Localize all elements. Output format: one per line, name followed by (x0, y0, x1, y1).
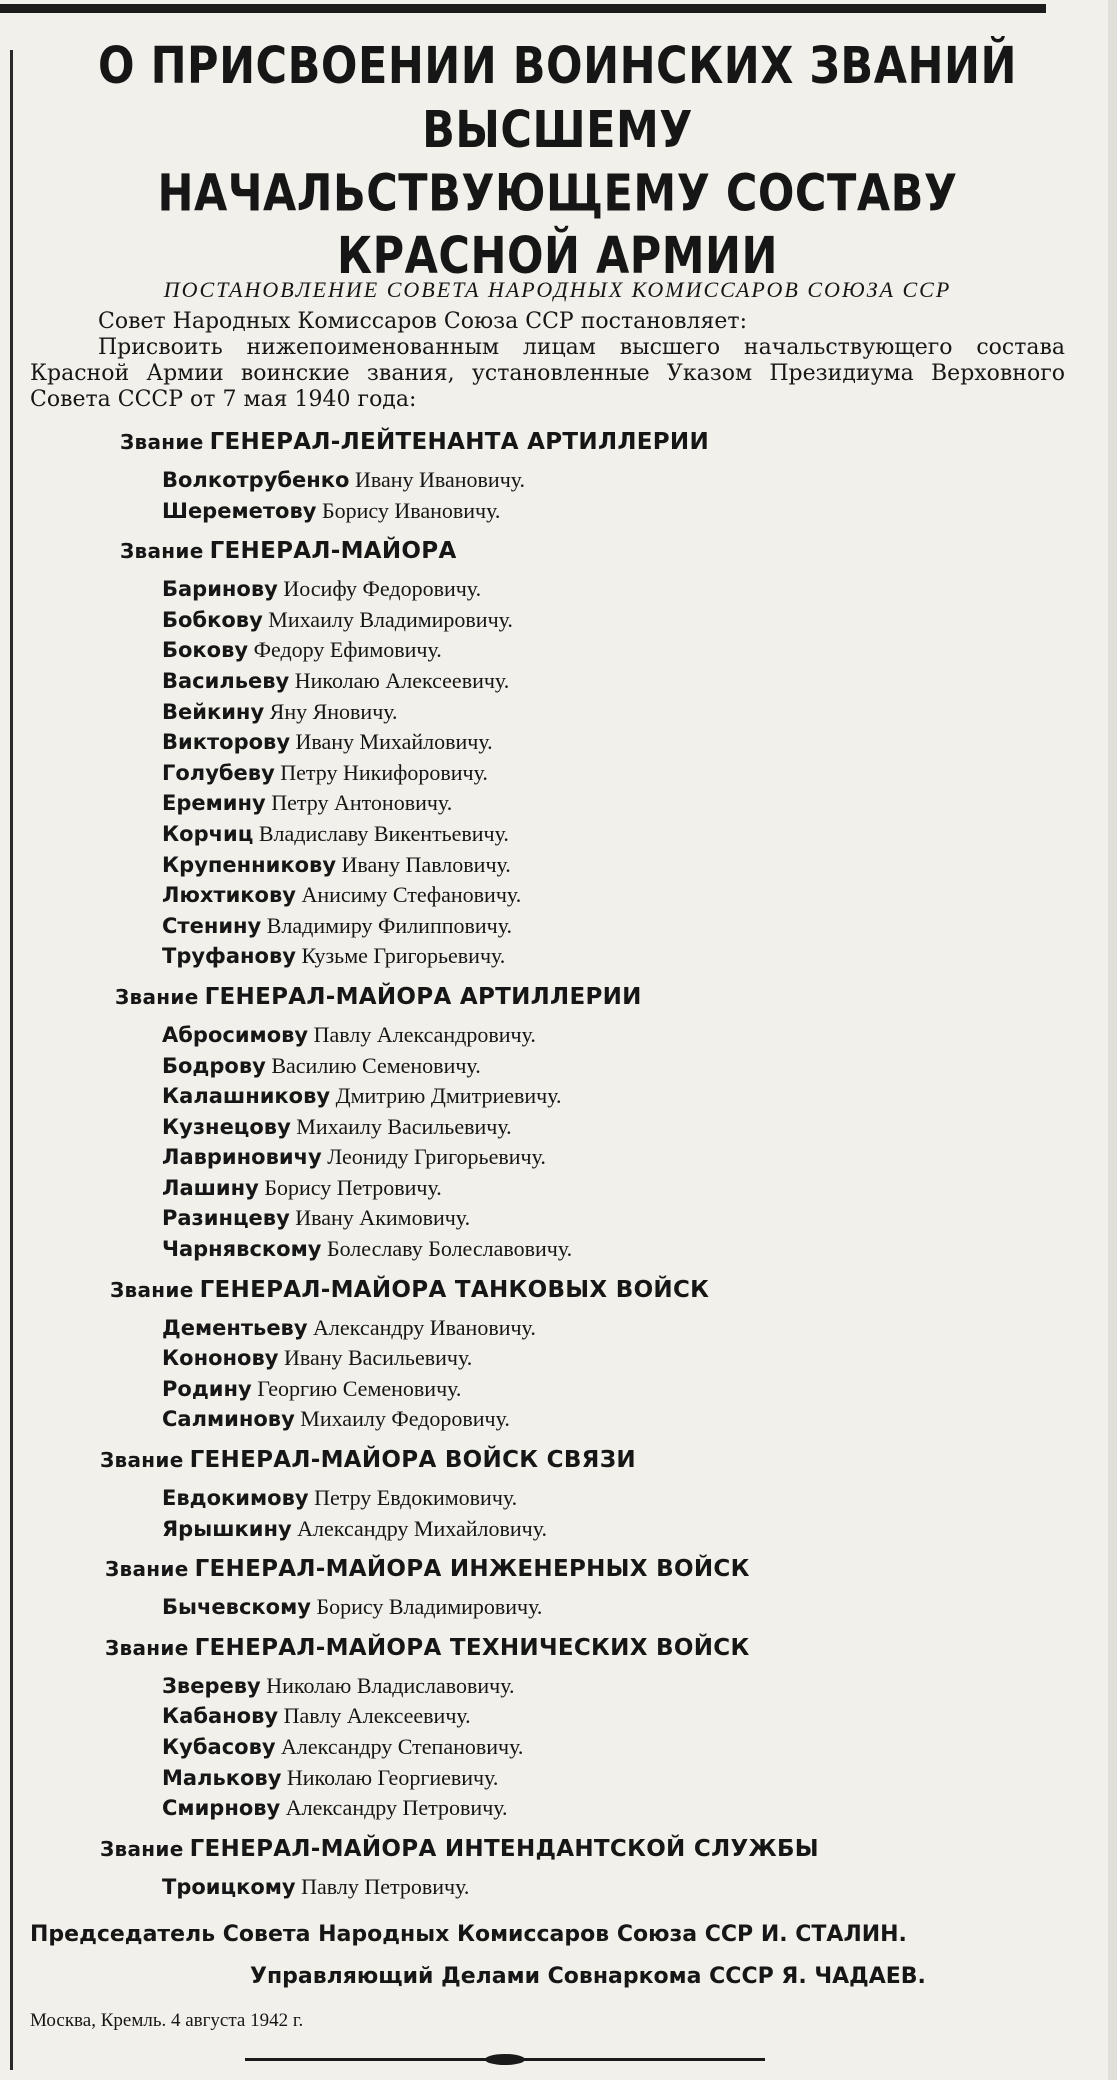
name-list (30, 1313, 1065, 1435)
list-item (30, 1592, 1065, 1623)
given-names: Петру Евдокимовичу. (314, 1485, 518, 1511)
name-list (30, 1872, 1065, 1903)
list-item (30, 788, 1065, 819)
given-names: Ивану Васильевичу. (283, 1345, 473, 1371)
surname: Евдокимову (162, 1486, 309, 1511)
headline (30, 36, 1065, 290)
given-names: Петру Никифоровичу. (280, 759, 488, 785)
surname: Кононову (162, 1346, 279, 1371)
list-item (30, 1514, 1065, 1545)
name-list (30, 1483, 1065, 1544)
surname: Дементьеву (162, 1315, 308, 1340)
given-names: Леониду Григорьевичу. (327, 1144, 546, 1170)
list-item (30, 465, 1065, 496)
bottom-rule (245, 2058, 765, 2061)
surname: Васильеву (162, 668, 290, 693)
name-list (30, 465, 1065, 526)
list-item (30, 1671, 1065, 1702)
name-list (30, 1020, 1065, 1265)
rank-word: Звание (115, 984, 199, 1009)
intro (30, 309, 1065, 413)
rank-name: ГЕНЕРАЛ-МАЙОРА ИНТЕНДАНТСКОЙ СЛУЖБЫ (189, 1835, 819, 1862)
given-names: Владиславу Викентьевичу. (258, 820, 509, 846)
rank-title (30, 1445, 1065, 1475)
given-names: Анисиму Стефановичу. (301, 882, 522, 908)
place-date: Москва, Кремль. 4 августа 1942 г. (30, 2010, 304, 2032)
name-list (30, 1671, 1065, 1824)
given-names: Василию Семеновичу. (271, 1052, 481, 1078)
given-names: Александру Петровичу. (285, 1795, 508, 1821)
surname: Викторову (162, 730, 291, 755)
rank-title (30, 427, 1065, 457)
list-item (30, 1234, 1065, 1265)
list-item (30, 1343, 1065, 1374)
list-item (30, 697, 1065, 728)
given-names: Борису Владимировичу. (316, 1594, 543, 1620)
rank-name: ГЕНЕРАЛ-МАЙОРА ИНЖЕНЕРНЫХ ВОЙСК (194, 1556, 750, 1583)
given-names: Ивану Акимовичу. (295, 1205, 471, 1231)
list-item (30, 1173, 1065, 1204)
rank-word: Звание (110, 1277, 194, 1302)
given-names: Георгию Семеновичу. (257, 1375, 462, 1401)
surname: Малькову (162, 1765, 282, 1790)
list-item (30, 911, 1065, 942)
list-item (30, 666, 1065, 697)
given-names: Михаилу Федоровичу. (300, 1406, 510, 1432)
column-rule (10, 50, 13, 2070)
list-item (30, 819, 1065, 850)
surname: Вейкину (162, 699, 265, 724)
surname: Шереметову (162, 498, 317, 523)
intro-paragraph-1: Совет Народных Комиссаров Союза ССР постановляет: (98, 309, 747, 334)
list-item (30, 1701, 1065, 1732)
rank-word: Звание (100, 1448, 184, 1473)
given-names: Кузьме Григорьевичу. (301, 943, 506, 969)
rank-name: ГЕНЕРАЛ-МАЙОРА (209, 538, 457, 565)
intro-paragraph-2: Присвоить нижепоименованным лицам высшего начальствующего состава Красной Армии воинские звания, установленные Указом Президиума Верховного Совета СССР от 7 мая 1940 года: (30, 335, 1065, 412)
rank-name: ГЕНЕРАЛ-МАЙОРА ТАНКОВЫХ ВОЙСК (199, 1276, 710, 1303)
surname: Корчиц (162, 821, 254, 846)
rank-name: ГЕНЕРАЛ-МАЙОРА АРТИЛЛЕРИИ (204, 983, 642, 1010)
rank-name: ГЕНЕРАЛ-МАЙОРА ВОЙСК СВЯЗИ (189, 1447, 636, 1474)
surname: Лашину (162, 1175, 259, 1200)
given-names: Иосифу Федоровичу. (283, 576, 482, 602)
surname: Крупенникову (162, 852, 337, 877)
name-list (30, 1592, 1065, 1623)
surname: Абросимову (162, 1022, 309, 1047)
surname: Кузнецову (162, 1114, 291, 1139)
surname: Голубеву (162, 760, 275, 785)
list-item (30, 605, 1065, 636)
rank-word: Звание (120, 539, 204, 564)
given-names: Ивану Ивановичу. (354, 467, 526, 492)
rank-name: ГЕНЕРАЛ-МАЙОРА ТЕХНИЧЕСКИХ ВОЙСК (194, 1634, 750, 1661)
list-item (30, 1313, 1065, 1344)
given-names: Яну Яновичу. (269, 698, 398, 724)
name-list (30, 574, 1065, 972)
list-item (30, 727, 1065, 758)
surname: Салминову (162, 1407, 295, 1432)
surname: Кабанову (162, 1704, 279, 1729)
surname: Разинцеву (162, 1206, 290, 1231)
surname: Стенину (162, 913, 262, 938)
list-item (30, 941, 1065, 972)
given-names: Александру Степановичу. (281, 1734, 524, 1759)
surname: Троицкому (162, 1874, 296, 1899)
given-names: Михаилу Васильевичу. (296, 1113, 512, 1139)
given-names: Михаилу Владимировичу. (268, 606, 513, 632)
signature-chairman: Председатель Совета Народных Комиссаров Союза ССР И. СТАЛИН. (30, 1922, 907, 1948)
surname: Калашникову (162, 1084, 331, 1109)
list-item (30, 1203, 1065, 1234)
rank-title (30, 536, 1065, 566)
rank-word: Звание (105, 1635, 189, 1660)
given-names: Ивану Михайловичу. (295, 729, 493, 755)
page-edge (1108, 0, 1117, 2080)
surname: Бодрову (162, 1053, 266, 1078)
given-names: Петру Антоновичу. (271, 790, 453, 816)
list-item (30, 1404, 1065, 1435)
given-names: Ивану Павловичу. (341, 851, 511, 877)
headline-line-2: НАЧАЛЬСТВУЮЩЕМУ СОСТАВУ КРАСНОЙ АРМИИ (157, 164, 958, 287)
given-names: Павлу Петровичу. (301, 1873, 470, 1899)
given-names: Николаю Георгиевичу. (286, 1764, 499, 1790)
list-item (30, 635, 1065, 666)
rank-title (30, 1633, 1065, 1663)
surname: Кубасову (162, 1735, 276, 1759)
list-item (30, 1872, 1065, 1903)
given-names: Николаю Алексеевичу. (294, 667, 510, 693)
given-names: Болеславу Болеславовичу. (326, 1236, 573, 1262)
given-names: Павлу Александровичу. (313, 1021, 536, 1047)
given-names: Федору Ефимовичу. (253, 637, 442, 663)
top-rule (0, 4, 1046, 13)
subtitle: ПОСТАНОВЛЕНИЕ СОВЕТА НАРОДНЫХ КОМИССАРОВ СОЮЗА ССР (163, 277, 952, 302)
article (30, 36, 1065, 2032)
rank-title (30, 1275, 1065, 1305)
surname: Смирнову (162, 1796, 281, 1821)
surname: Волкотрубенко (162, 468, 350, 492)
surname: Бокову (162, 638, 249, 663)
given-names: Борису Ивановичу. (321, 497, 501, 523)
rank-word: Звание (105, 1557, 189, 1582)
rank-name: ГЕНЕРАЛ-ЛЕЙТЕНАНТА АРТИЛЛЕРИИ (209, 429, 710, 455)
rank-title (30, 1554, 1065, 1584)
list-item (30, 1793, 1065, 1824)
surname: Родину (162, 1376, 252, 1401)
list-item (30, 880, 1065, 911)
list-item (30, 1051, 1065, 1082)
given-names: Александру Ивановичу. (313, 1314, 536, 1340)
surname: Лавриновичу (162, 1145, 322, 1170)
surname: Чарнявскому (162, 1237, 322, 1262)
surname: Еремину (162, 791, 266, 816)
surname: Ярышкину (162, 1516, 292, 1541)
list-item (30, 1374, 1065, 1405)
surname: Труфанову (162, 944, 296, 969)
surname: Бобкову (162, 607, 263, 632)
list-item (30, 1020, 1065, 1051)
list-item (30, 496, 1065, 527)
given-names: Дмитрию Дмитриевичу. (335, 1083, 562, 1109)
signature-manager: Управляющий Делами Совнаркома СССР Я. ЧАДАЕВ. (250, 1964, 926, 1990)
rank-word: Звание (100, 1836, 184, 1861)
surname: Бычевскому (162, 1595, 311, 1620)
surname: Люхтикову (162, 883, 296, 908)
given-names: Николаю Владиславовичу. (266, 1672, 515, 1698)
given-names: Павлу Алексеевичу. (283, 1703, 471, 1729)
given-names: Александру Михайловичу. (297, 1515, 548, 1541)
given-names: Владимиру Филипповичу. (266, 912, 513, 938)
list-item (30, 1763, 1065, 1794)
rank-title (30, 982, 1065, 1012)
list-item (30, 758, 1065, 789)
rank-sections (30, 427, 1065, 1902)
list-item (30, 1081, 1065, 1112)
rank-word: Звание (120, 430, 204, 454)
rank-title (30, 1834, 1065, 1864)
list-item (30, 850, 1065, 881)
surname: Баринову (162, 577, 278, 602)
surname: Звереву (162, 1673, 261, 1698)
headline-line-1: О ПРИСВОЕНИИ ВОИНСКИХ ЗВАНИЙ ВЫСШЕМУ (98, 37, 1017, 160)
list-item (30, 1112, 1065, 1143)
list-item (30, 1732, 1065, 1763)
given-names: Борису Петровичу. (264, 1174, 442, 1200)
list-item (30, 574, 1065, 605)
list-item (30, 1142, 1065, 1173)
list-item (30, 1483, 1065, 1514)
